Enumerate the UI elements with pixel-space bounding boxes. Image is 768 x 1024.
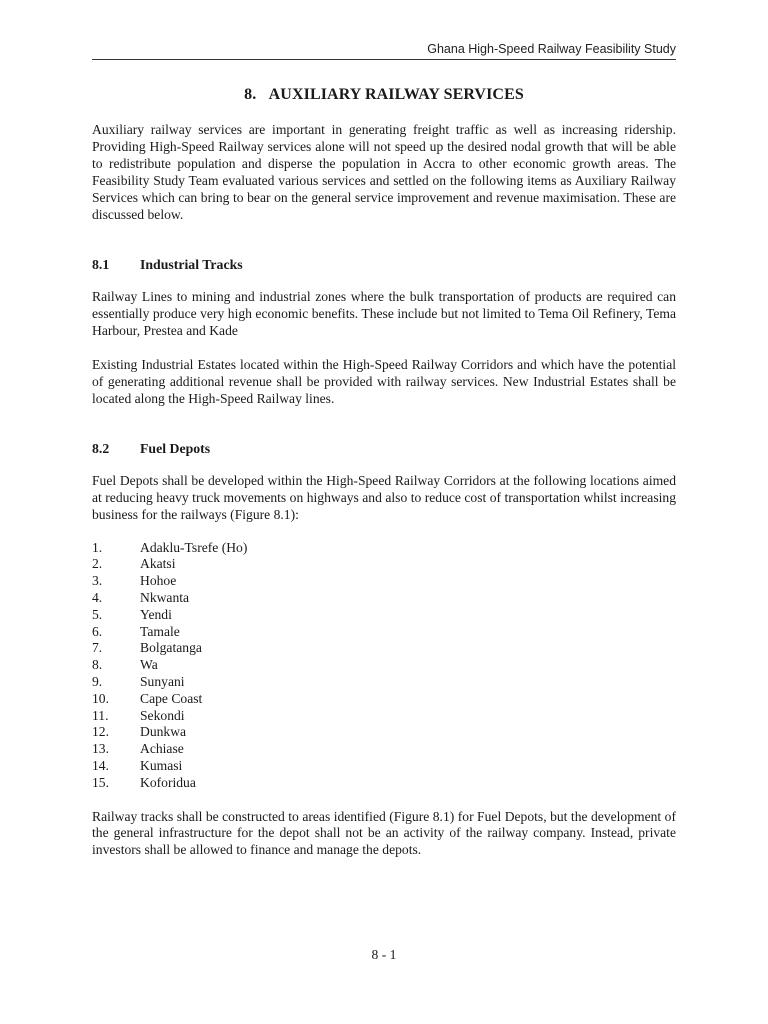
list-item-number: 1. — [92, 539, 103, 555]
fuel-depots-paragraph-2: Railway tracks shall be constructed to areas identified (Figure 8.1) for Fuel Depots, but the development of the general infrastructure for the depot shall not be an activity of the railway company. Instead, private investors shall be allowed to finance and manage the depots. — [92, 808, 676, 858]
list-item — [92, 624, 676, 641]
list-item-text: Kumasi — [140, 757, 183, 773]
list-item — [92, 607, 676, 624]
section-number: 8.2 — [92, 440, 110, 456]
chapter-title — [92, 86, 676, 104]
list-item — [92, 708, 676, 725]
list-item-text: Sunyani — [140, 673, 185, 689]
list-item — [92, 657, 676, 674]
list-item-number: 14. — [92, 757, 109, 773]
page-number: 8 - 1 — [371, 947, 397, 962]
industrial-tracks-paragraph-1: Railway Lines to mining and industrial zones where the bulk transportation of products are required can essentially produce very high economic benefits. These include but not limited to Tema Oil Refinery, Tema Harbour, Prestea and Kade — [92, 289, 676, 339]
list-item-number: 13. — [92, 741, 109, 757]
list-item-text: Adaklu-Tsrefe (Ho) — [140, 539, 248, 555]
industrial-tracks-paragraph-2: Existing Industrial Estates located within the High-Speed Railway Corridors and which have the potential of generating additional revenue shall be provided with railway services. New Industrial Estates shall be located along the High-Speed Railway lines. — [92, 357, 676, 406]
list-item-number: 8. — [92, 657, 103, 673]
list-item — [92, 590, 676, 607]
list-item-number: 5. — [92, 606, 103, 622]
list-item — [92, 691, 676, 708]
list-item — [92, 674, 676, 691]
list-item-number: 11. — [92, 707, 109, 723]
list-item-number: 7. — [92, 640, 103, 656]
running-header: Ghana High-Speed Railway Feasibility Study — [427, 42, 676, 56]
section-8-2-heading — [92, 441, 676, 457]
list-item-text: Dunkwa — [140, 724, 187, 740]
list-item-text: Nkwanta — [140, 589, 190, 605]
list-item-text: Sekondi — [140, 707, 185, 723]
list-item-text: Wa — [140, 657, 158, 673]
list-item — [92, 540, 676, 557]
list-item-text: Bolgatanga — [140, 640, 202, 656]
list-item-number: 10. — [92, 690, 109, 706]
list-item-number: 2. — [92, 556, 103, 572]
section-title: Industrial Tracks — [140, 257, 243, 273]
intro-paragraph: Auxiliary railway services are important in generating freight traffic as well as increasing ridership. Providing High-Speed Railway services alone will not speed up the desired nodal growth that will be able to redistribute population and disperse the population in Accra to other economic growth areas. The Feasibility Study Team evaluated various services and settled on the following items as Auxiliary Railway Services which can bring to bear on the general service improvement and revenue maximisation. These are discussed below. — [92, 122, 676, 222]
list-item — [92, 556, 676, 573]
page-content — [92, 86, 676, 859]
list-item-number: 12. — [92, 724, 109, 740]
list-item-text: Hohoe — [140, 573, 177, 589]
chapter-title-text: AUXILIARY RAILWAY SERVICES — [268, 86, 524, 103]
section-title: Fuel Depots — [140, 440, 211, 456]
fuel-depot-list — [92, 540, 676, 792]
header-rule — [92, 59, 676, 60]
list-item-number: 15. — [92, 774, 109, 790]
list-item-number: 4. — [92, 589, 103, 605]
list-item — [92, 741, 676, 758]
section-8-1-heading — [92, 257, 676, 273]
list-item — [92, 724, 676, 741]
list-item — [92, 775, 676, 792]
fuel-depots-paragraph-1: Fuel Depots shall be developed within the High-Speed Railway Corridors at the following locations aimed at reducing heavy truck movements on highways and also to reduce cost of transportation whilst increasing business for the railways (Figure 8.1): — [92, 472, 676, 522]
list-item-number: 6. — [92, 623, 103, 639]
list-item-number: 3. — [92, 573, 103, 589]
section-number: 8.1 — [92, 257, 110, 273]
list-item — [92, 758, 676, 775]
list-item-text: Akatsi — [140, 556, 176, 572]
list-item — [92, 640, 676, 657]
list-item-number: 9. — [92, 673, 103, 689]
list-item-text: Koforidua — [140, 774, 196, 790]
list-item-text: Cape Coast — [140, 690, 203, 706]
list-item-text: Tamale — [140, 623, 180, 639]
list-item — [92, 573, 676, 590]
list-item-text: Achiase — [140, 741, 184, 757]
list-item-text: Yendi — [140, 606, 172, 622]
chapter-number: 8. — [244, 86, 257, 103]
